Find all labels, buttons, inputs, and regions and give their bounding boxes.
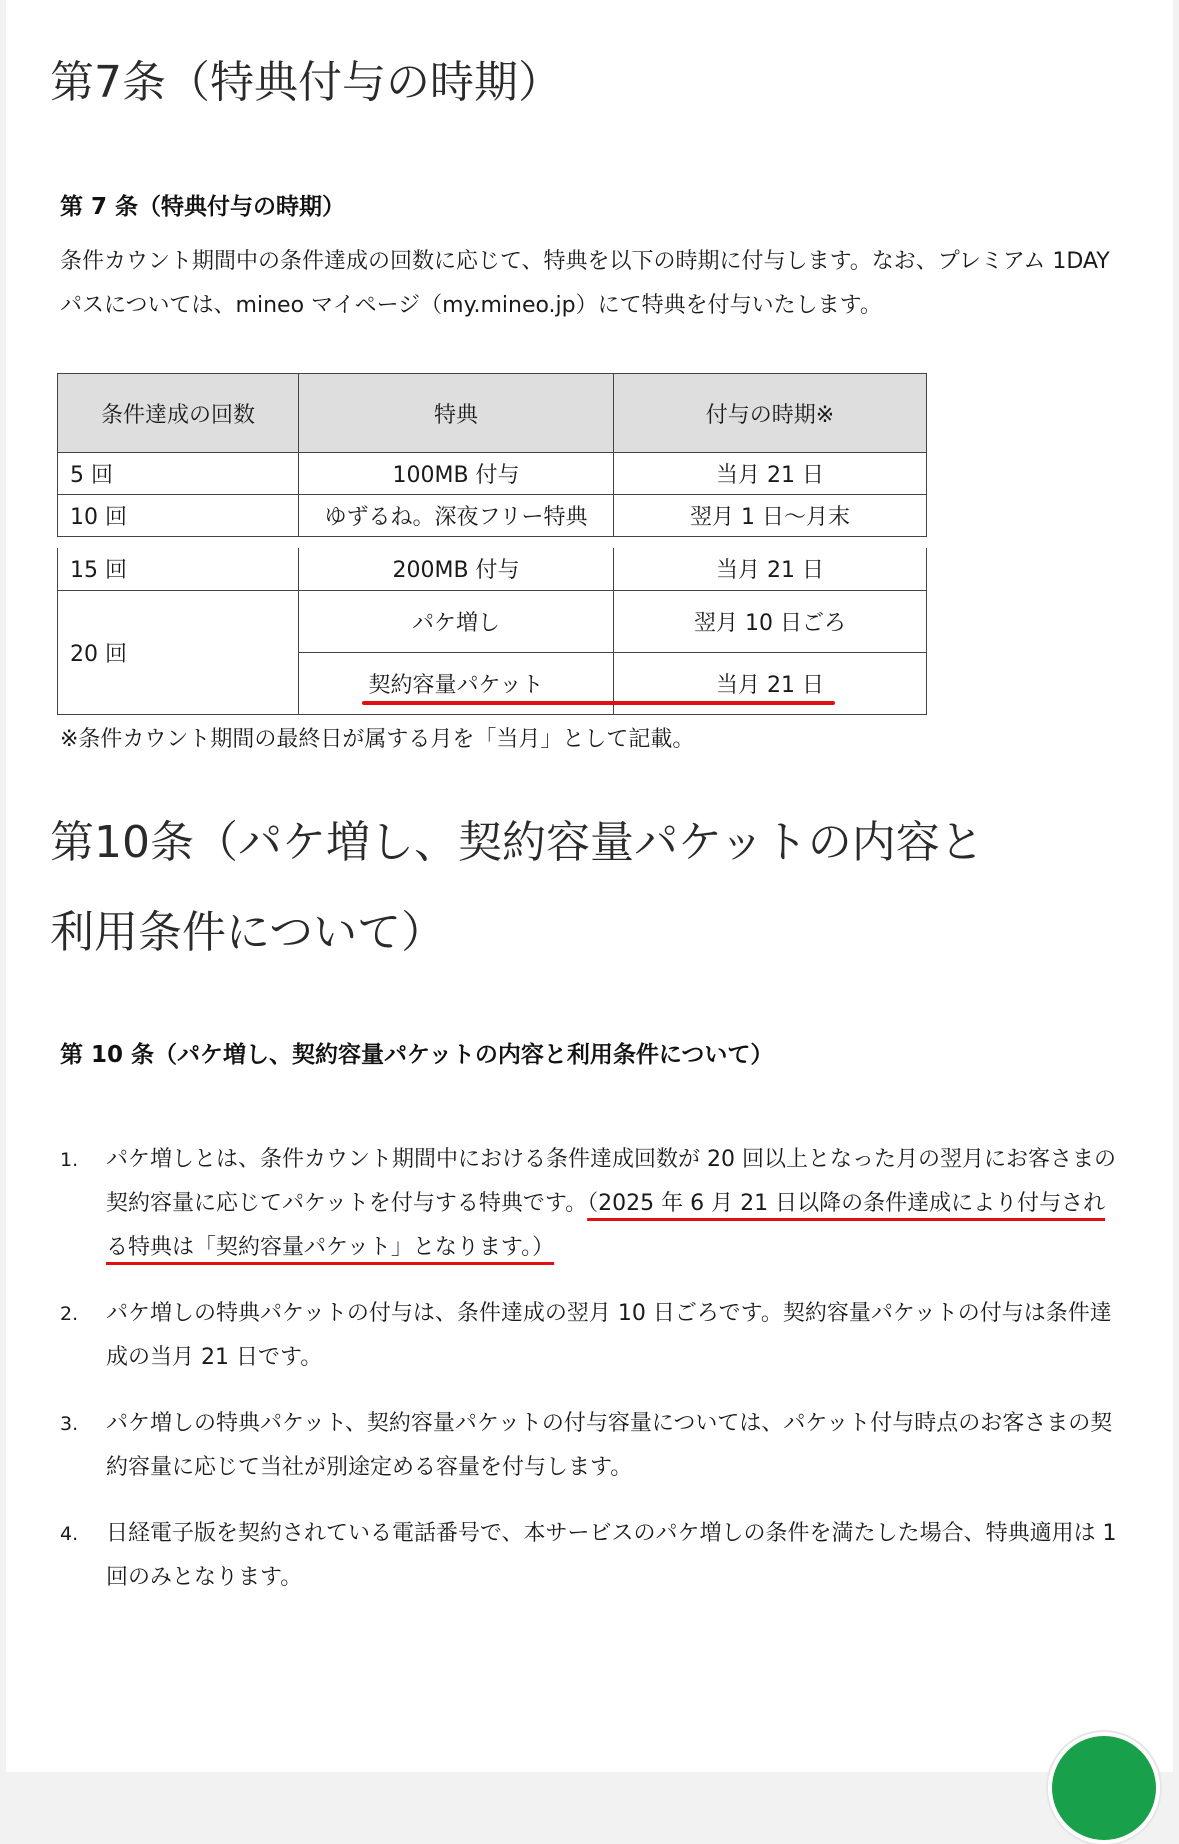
cell-count: 5 回	[58, 453, 299, 495]
header-benefit: 特典	[299, 374, 614, 453]
table-row	[58, 453, 927, 495]
cell-benefit: 契約容量パケット	[299, 652, 614, 714]
cell-benefit: 200MB 付与	[299, 548, 614, 590]
cell-count: 15 回	[58, 548, 299, 590]
section10-list	[60, 1138, 1120, 1622]
benefit-table-top	[57, 373, 927, 537]
cell-benefit: 100MB 付与	[299, 453, 614, 495]
list-item	[60, 1138, 1120, 1270]
floating-action-button[interactable]	[1048, 1732, 1160, 1844]
section7-doc-heading: 第 7 条（特典付与の時期）	[60, 194, 346, 220]
cell-benefit: パケ増し	[299, 590, 614, 652]
section7-title: 第7条（特典付与の時期）	[50, 57, 562, 108]
header-timing: 付与の時期※	[614, 374, 927, 453]
cell-benefit: ゆずるね。深夜フリー特典	[299, 495, 614, 537]
list-text: パケ増しの特典パケットの付与は、条件達成の翌月 10 日ごろです。契約容量パケットの付与は条件達成の当月 21 日です。	[106, 1301, 1112, 1370]
cell-timing: 翌月 10 日ごろ	[614, 590, 927, 652]
highlight-underline	[362, 701, 835, 705]
cell-count: 10 回	[58, 495, 299, 537]
section7-paragraph: 条件カウント期間中の条件達成の回数に応じて、特典を以下の時期に付与します。なお、プレミアム 1DAY パスについては、mineo マイページ（my.mineo.jp）にて特典を付与いたします。	[60, 249, 1110, 318]
cell-timing: 当月 21 日	[614, 652, 927, 714]
cell-timing: 翌月 1 日～月末	[614, 495, 927, 537]
list-item	[60, 1402, 1120, 1490]
section10-title: 第10条（パケ増し、契約容量パケットの内容と利用条件について）	[50, 817, 984, 958]
section10-doc-heading: 第 10 条（パケ増し、契約容量パケットの内容と利用条件について）	[60, 1042, 774, 1068]
highlighted-text: （2025 年 6 月 21 日以降の条件達成により付与される特典は「契約容量パケット」となります。）	[106, 1191, 1106, 1260]
table-row	[58, 590, 927, 652]
list-item	[60, 1512, 1120, 1600]
table-row	[58, 548, 927, 590]
list-text: パケ増しとは、条件カウント期間中における条件達成回数が 20 回以上となった月の翌月にお客さまの契約容量に応じてパケットを付与する特典です。	[106, 1147, 1116, 1216]
list-number: 1.	[60, 1149, 79, 1171]
cell-timing: 当月 21 日	[614, 548, 927, 590]
table-row	[58, 495, 927, 537]
section7-note: ※条件カウント期間の最終日が属する月を「当月」として記載。	[60, 727, 695, 752]
list-number: 3.	[60, 1413, 79, 1435]
cell-count: 20 回	[58, 590, 299, 714]
cell-timing: 当月 21 日	[614, 453, 927, 495]
benefit-table-bottom	[57, 548, 927, 715]
list-item	[60, 1292, 1120, 1380]
list-number: 4.	[60, 1523, 79, 1545]
list-text: 日経電子版を契約されている電話番号で、本サービスのパケ増しの条件を満たした場合、特典適用は 1 回のみとなります。	[106, 1521, 1117, 1590]
list-number: 2.	[60, 1303, 79, 1325]
header-count: 条件達成の回数	[58, 374, 299, 453]
list-text: パケ増しの特典パケット、契約容量パケットの付与容量については、パケット付与時点のお客さまの契約容量に応じて当社が別途定める容量を付与します。	[106, 1411, 1113, 1480]
document-page	[6, 0, 1173, 1772]
